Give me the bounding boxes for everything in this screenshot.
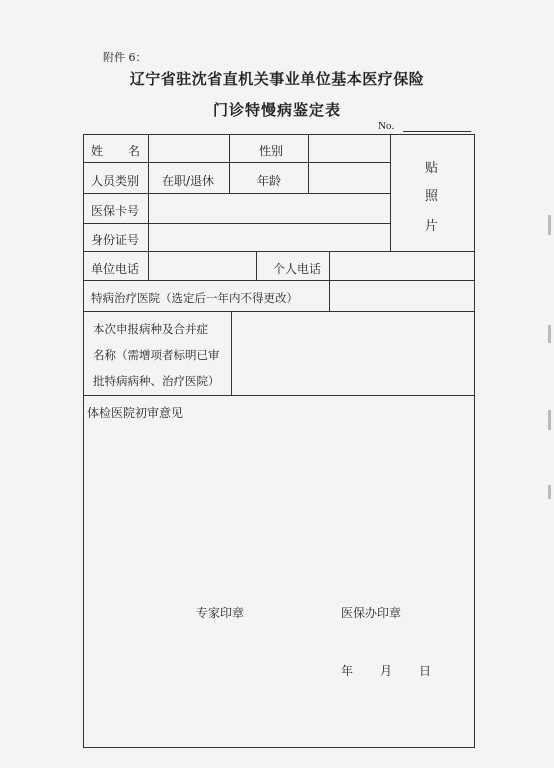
insurance-card-label: 医保卡号 <box>91 204 140 218</box>
form-title-line2: 门诊特慢病鉴定表 <box>212 101 341 119</box>
age-label: 年龄 <box>257 174 282 188</box>
id-number-label: 身份证号 <box>91 233 140 247</box>
row-divider <box>84 311 474 312</box>
col-divider <box>148 135 149 280</box>
insurance-office-seal-label: 医保办印章 <box>341 606 402 620</box>
col-divider <box>231 311 232 395</box>
date-year: 年 <box>341 664 354 678</box>
col-divider <box>256 251 257 280</box>
disease-label-line2: 名称（需增项者标明已审 <box>93 348 220 362</box>
photo-label-char2: 照 <box>425 189 439 204</box>
scan-mark <box>548 485 551 499</box>
row-divider <box>84 251 474 252</box>
row-divider <box>84 193 390 194</box>
personal-phone-label: 个人电话 <box>273 262 322 276</box>
row-divider <box>84 395 474 396</box>
disease-label-line3: 批特病病种、治疗医院） <box>93 374 220 388</box>
col-divider <box>390 135 391 251</box>
gender-label: 性别 <box>259 144 284 158</box>
hospital-label: 特病治疗医院（选定后一年内不得更改） <box>91 291 298 305</box>
photo-label-char1: 贴 <box>425 161 439 176</box>
date-month: 月 <box>380 664 393 678</box>
work-phone-label: 单位电话 <box>91 262 140 276</box>
scan-mark <box>548 410 551 430</box>
expert-seal-label: 专家印章 <box>196 606 245 620</box>
row-divider <box>84 280 474 281</box>
opinion-label: 体检医院初审意见 <box>87 406 184 420</box>
date-day: 日 <box>419 664 432 678</box>
number-field <box>403 131 471 132</box>
col-divider <box>308 135 309 193</box>
photo-label-char3: 片 <box>425 219 439 234</box>
number-label: No. <box>378 120 395 132</box>
scan-mark <box>548 215 551 235</box>
col-divider <box>329 251 330 311</box>
person-type-label: 人员类别 <box>91 174 140 188</box>
attachment-label: 附件 6： <box>103 51 147 64</box>
person-type-value: 在职/退休 <box>162 174 215 188</box>
row-divider <box>84 223 390 224</box>
scan-mark <box>548 325 551 343</box>
col-divider <box>229 135 230 193</box>
disease-label-line1: 本次申报病种及合并症 <box>93 322 208 336</box>
name-label-char2: 名 <box>128 144 141 158</box>
form-title-line1: 辽宁省驻沈省直机关事业单位基本医疗保险 <box>129 70 425 88</box>
row-divider <box>84 162 390 163</box>
name-label-char1: 姓 <box>91 144 104 158</box>
appraisal-form-table <box>83 134 475 748</box>
